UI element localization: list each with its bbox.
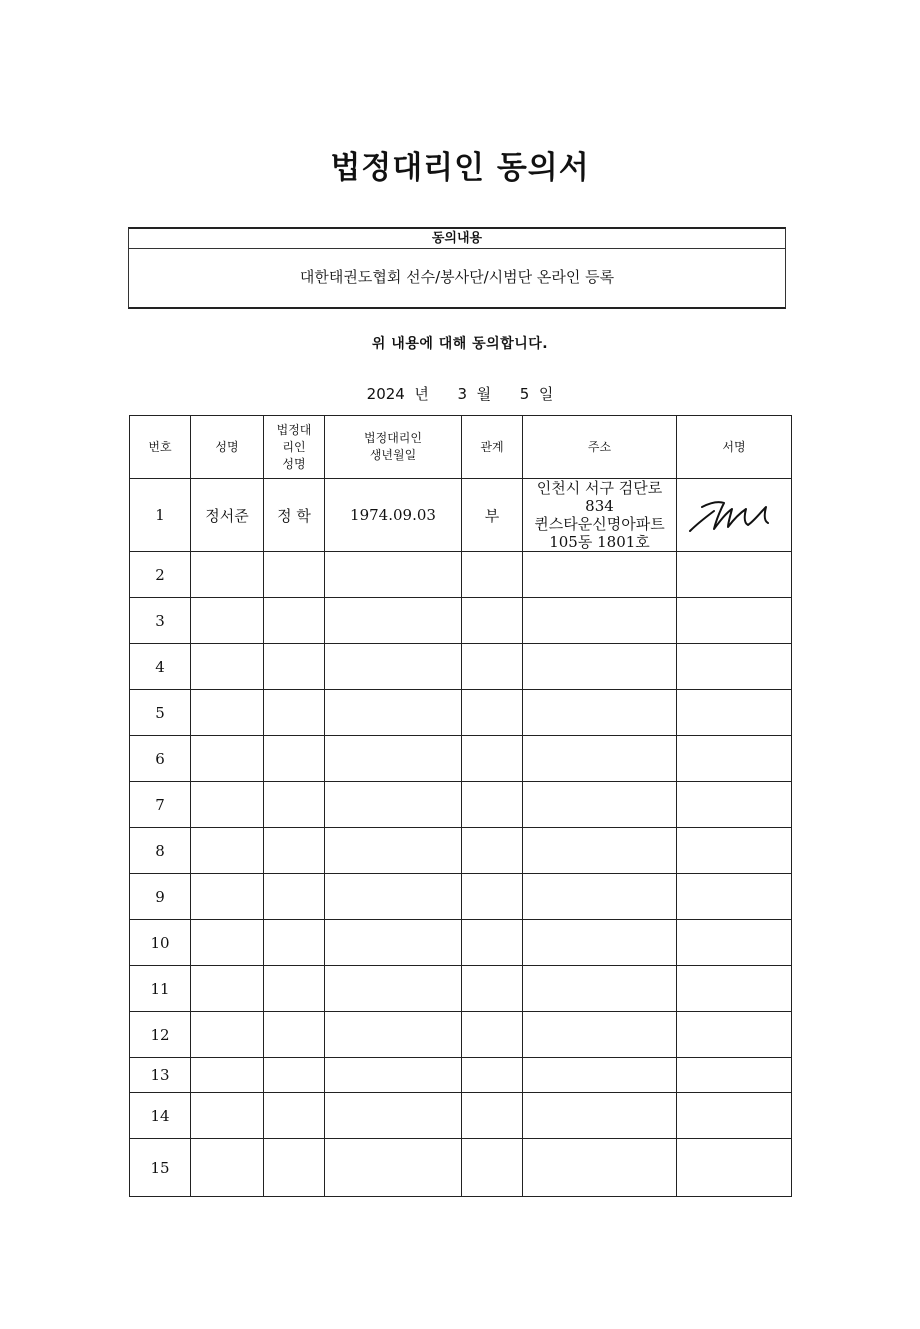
student-name: 정서준 [191,479,264,552]
table-row [130,966,792,1012]
row-number: 1 [130,479,191,552]
header-signature: 서명 [677,416,792,479]
date-day: 5 [519,385,530,403]
header-no: 번호 [130,416,191,479]
row-number: 5 [130,690,191,736]
table-row [130,782,792,828]
table-header-row [130,416,792,479]
date-year-unit: 년 [414,385,429,403]
row-number: 13 [130,1058,191,1093]
row-number: 12 [130,1012,191,1058]
date-day-unit: 일 [538,385,554,403]
table-row [130,920,792,966]
row-number: 3 [130,598,191,644]
table-row [130,1139,792,1197]
consent-content: 대한태권도협회 선수/봉사단/시범단 온라인 등록 [299,268,615,286]
table-row [130,1012,792,1058]
signature-cell [677,479,792,552]
address-line: 105동 1801호 [549,533,650,551]
row-number: 9 [130,874,191,920]
table-row [130,1058,792,1093]
page-title: 법정대리인 동의서 [330,150,590,186]
address [523,479,677,552]
header-guardian-name: 법정대 리인 성명 [264,416,325,479]
row-number: 14 [130,1093,191,1139]
row-number: 6 [130,736,191,782]
table-row [130,828,792,874]
relation: 부 [462,479,523,552]
table-row [130,736,792,782]
row-number: 4 [130,644,191,690]
address-line: 퀸스타운신명아파트 [534,515,665,533]
table-row [130,479,792,552]
address-line: 인천시 서구 검단로 834 [536,479,663,515]
table-row [130,874,792,920]
guardian-name: 정 학 [264,479,325,552]
row-number: 10 [130,920,191,966]
table-row [130,644,792,690]
table-row [130,690,792,736]
header-guardian-birth: 법정대리인 생년월일 [325,416,462,479]
header-address: 주소 [523,416,677,479]
row-number: 11 [130,966,191,1012]
consent-content-box [128,227,786,309]
consent-date [0,383,920,404]
table-row [130,1093,792,1139]
row-number: 7 [130,782,191,828]
date-month: 3 [457,385,468,403]
table-row [130,598,792,644]
row-number: 15 [130,1139,191,1197]
agreement-statement: 위 내용에 대해 동의합니다. [371,336,549,352]
table-row [130,552,792,598]
row-number: 2 [130,552,191,598]
header-name: 성명 [191,416,264,479]
date-year: 2024 [366,385,405,403]
date-month-unit: 월 [476,385,492,403]
guardian-birthdate: 1974.09.03 [325,479,462,552]
header-relation: 관계 [462,416,523,479]
guardian-roster-table [129,415,792,1197]
consent-header: 동의내용 [129,229,785,249]
handwritten-signature [684,493,784,537]
row-number: 8 [130,828,191,874]
